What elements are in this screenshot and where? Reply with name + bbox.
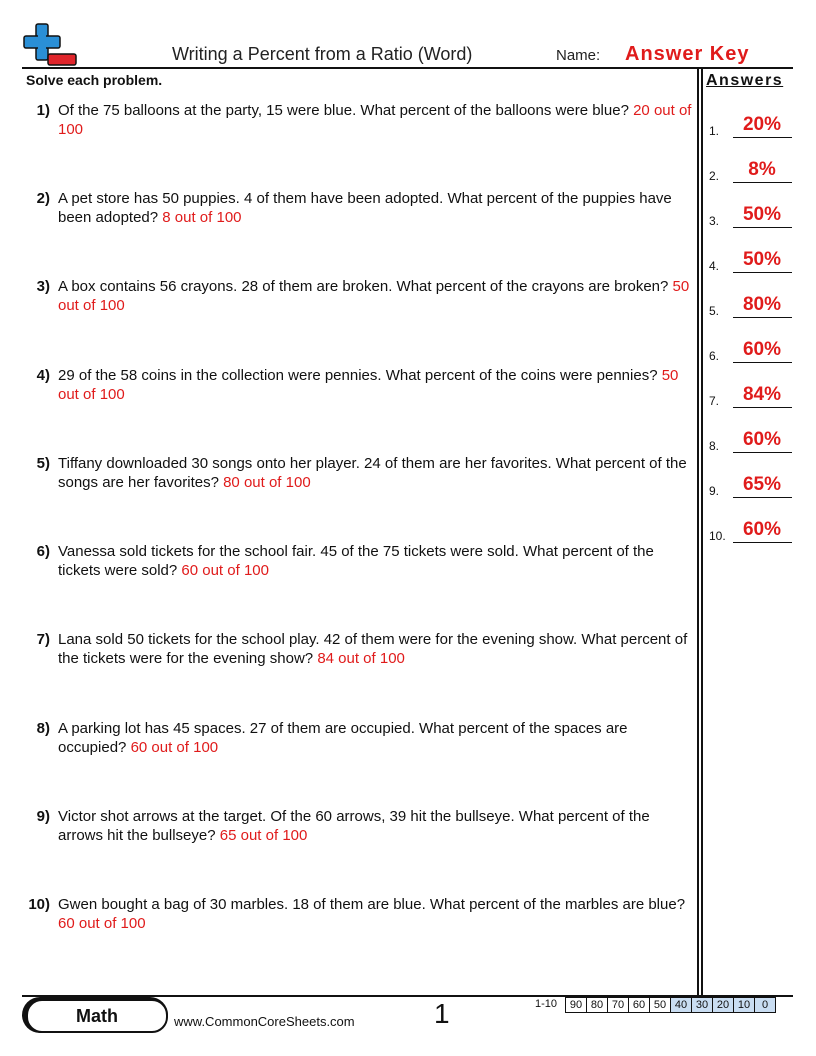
score-cell: 80 bbox=[587, 998, 608, 1013]
website-url: www.CommonCoreSheets.com bbox=[174, 1014, 355, 1029]
score-cell: 40 bbox=[671, 998, 692, 1013]
answer-row bbox=[709, 114, 793, 138]
problem-number: 7) bbox=[36, 631, 50, 648]
score-cell: 0 bbox=[755, 998, 776, 1013]
score-cell: 70 bbox=[608, 998, 629, 1013]
answer-key-label: Answer Key bbox=[625, 43, 750, 65]
answer-column-divider bbox=[697, 67, 699, 997]
answer-value: 60% bbox=[742, 519, 782, 540]
answer-number: 2. bbox=[709, 169, 720, 183]
problem-text: A pet store has 50 puppies. 4 of them have been adopted. What percent of the puppies have been adopted? bbox=[58, 190, 672, 226]
problem-text-block bbox=[58, 719, 694, 757]
worksheet-title: Writing a Percent from a Ratio (Word) bbox=[172, 44, 473, 64]
name-label: Name: bbox=[556, 47, 601, 64]
problem-answer: 60 out of 100 bbox=[58, 915, 146, 932]
answer-value: 80% bbox=[742, 294, 782, 315]
answer-value: 20% bbox=[742, 114, 782, 135]
answer-row bbox=[709, 249, 793, 273]
problem-answer: 60 out of 100 bbox=[181, 562, 269, 579]
answer-line bbox=[733, 407, 792, 408]
score-cell: 60 bbox=[629, 998, 650, 1013]
answer-column-divider-inner bbox=[701, 67, 703, 997]
answer-value: 50% bbox=[742, 204, 782, 225]
problem-text-block bbox=[58, 807, 694, 845]
problem-text-block bbox=[58, 101, 694, 139]
answer-line bbox=[733, 227, 792, 228]
problem-answer: 50 out of 100 bbox=[58, 367, 679, 403]
problem-answer: 50 out of 100 bbox=[58, 278, 690, 314]
problem-number: 2) bbox=[36, 190, 50, 207]
answer-number: 8. bbox=[709, 439, 720, 453]
score-cell: 50 bbox=[650, 998, 671, 1013]
problem-text-block bbox=[58, 366, 694, 404]
answer-number: 7. bbox=[709, 394, 720, 408]
answer-value: 8% bbox=[748, 159, 776, 180]
problem-number: 8) bbox=[36, 720, 50, 737]
problem-number: 5) bbox=[36, 455, 50, 472]
instructions: Solve each problem. bbox=[26, 72, 163, 88]
problem-answer: 20 out of 100 bbox=[58, 102, 692, 138]
problem-answer: 65 out of 100 bbox=[219, 827, 308, 844]
score-cell: 20 bbox=[713, 998, 734, 1013]
problem-text: 29 of the 58 coins in the collection were pennies. What percent of the coins were pennies? bbox=[58, 367, 658, 384]
answer-value: 65% bbox=[742, 474, 782, 495]
answer-row bbox=[709, 429, 793, 453]
answer-row bbox=[709, 384, 793, 408]
problem-text-block bbox=[58, 895, 694, 933]
score-range-label: 1-10 bbox=[535, 998, 558, 1010]
problem-text-block bbox=[58, 542, 694, 580]
subject-badge: Math bbox=[26, 999, 168, 1033]
answer-line bbox=[733, 362, 792, 363]
answer-row bbox=[709, 474, 793, 498]
score-cell: 30 bbox=[692, 998, 713, 1013]
answer-number: 9. bbox=[709, 484, 720, 498]
problem-answer: 84 out of 100 bbox=[317, 650, 405, 667]
answer-row bbox=[709, 519, 793, 543]
problem-text: A box contains 56 crayons. 28 of them are broken. What percent of the crayons are broken? bbox=[58, 278, 669, 295]
problem-answer: 60 out of 100 bbox=[130, 739, 219, 756]
problem-text: Of the 75 balloons at the party, 15 were blue. What percent of the balloons were blue? bbox=[58, 102, 629, 119]
answer-row bbox=[709, 339, 793, 363]
problem-text: Lana sold 50 tickets for the school play. 42 of them were for the evening show. What percent of the tickets were for the evening show? bbox=[58, 631, 688, 667]
problem-text-block bbox=[58, 189, 694, 227]
problem-answer: 80 out of 100 bbox=[223, 474, 311, 491]
answer-value: 60% bbox=[742, 429, 782, 450]
answer-line bbox=[733, 137, 792, 138]
page-number: 1 bbox=[434, 998, 450, 1029]
problem-text-block bbox=[58, 630, 694, 668]
answer-line bbox=[733, 452, 792, 453]
problem-number: 6) bbox=[36, 543, 50, 560]
problem-number: 4) bbox=[36, 367, 50, 384]
answer-line bbox=[733, 317, 792, 318]
score-cell: 90 bbox=[566, 998, 587, 1013]
answer-line bbox=[733, 272, 792, 273]
answer-value: 60% bbox=[742, 339, 782, 360]
problem-text-block bbox=[58, 454, 694, 492]
answer-row bbox=[709, 294, 793, 318]
answers-heading: Answers bbox=[706, 72, 784, 89]
header-divider bbox=[22, 67, 793, 69]
problem-number: 10) bbox=[28, 896, 50, 913]
score-cell: 10 bbox=[734, 998, 755, 1013]
answer-number: 10. bbox=[709, 529, 726, 543]
problem-text: Vanessa sold tickets for the school fair. 45 of the 75 tickets were sold. What percent of the tickets were sold? bbox=[58, 543, 654, 579]
answer-number: 6. bbox=[709, 349, 720, 363]
problem-text: Gwen bought a bag of 30 marbles. 18 of them are blue. What percent of the marbles are blue? bbox=[58, 896, 686, 913]
problem-number: 3) bbox=[36, 278, 50, 295]
answer-line bbox=[733, 182, 792, 183]
problem-answer: 8 out of 100 bbox=[162, 209, 242, 226]
problem-text-block bbox=[58, 277, 694, 315]
problem-text: A parking lot has 45 spaces. 27 of them are occupied. What percent of the spaces are occupied? bbox=[58, 720, 628, 756]
problem-text: Tiffany downloaded 30 songs onto her player. 24 of them are her favorites. What percent of the songs are her favorites? bbox=[58, 455, 687, 491]
problem-number: 1) bbox=[36, 102, 50, 119]
answer-line bbox=[733, 542, 792, 543]
answer-value: 50% bbox=[742, 249, 782, 270]
problem-number: 9) bbox=[36, 808, 50, 825]
answer-number: 3. bbox=[709, 214, 720, 228]
problem-text: Victor shot arrows at the target. Of the 60 arrows, 39 hit the bullseye. What percent of the arrows hit the bullseye? bbox=[58, 808, 650, 844]
plus-minus-logo-icon bbox=[22, 22, 78, 68]
answer-row bbox=[709, 159, 793, 183]
answer-number: 4. bbox=[709, 259, 720, 273]
answer-row bbox=[709, 204, 793, 228]
score-table bbox=[565, 997, 776, 1013]
answer-number: 1. bbox=[709, 124, 720, 138]
answer-value: 84% bbox=[742, 384, 782, 405]
answer-number: 5. bbox=[709, 304, 720, 318]
answer-line bbox=[733, 497, 792, 498]
